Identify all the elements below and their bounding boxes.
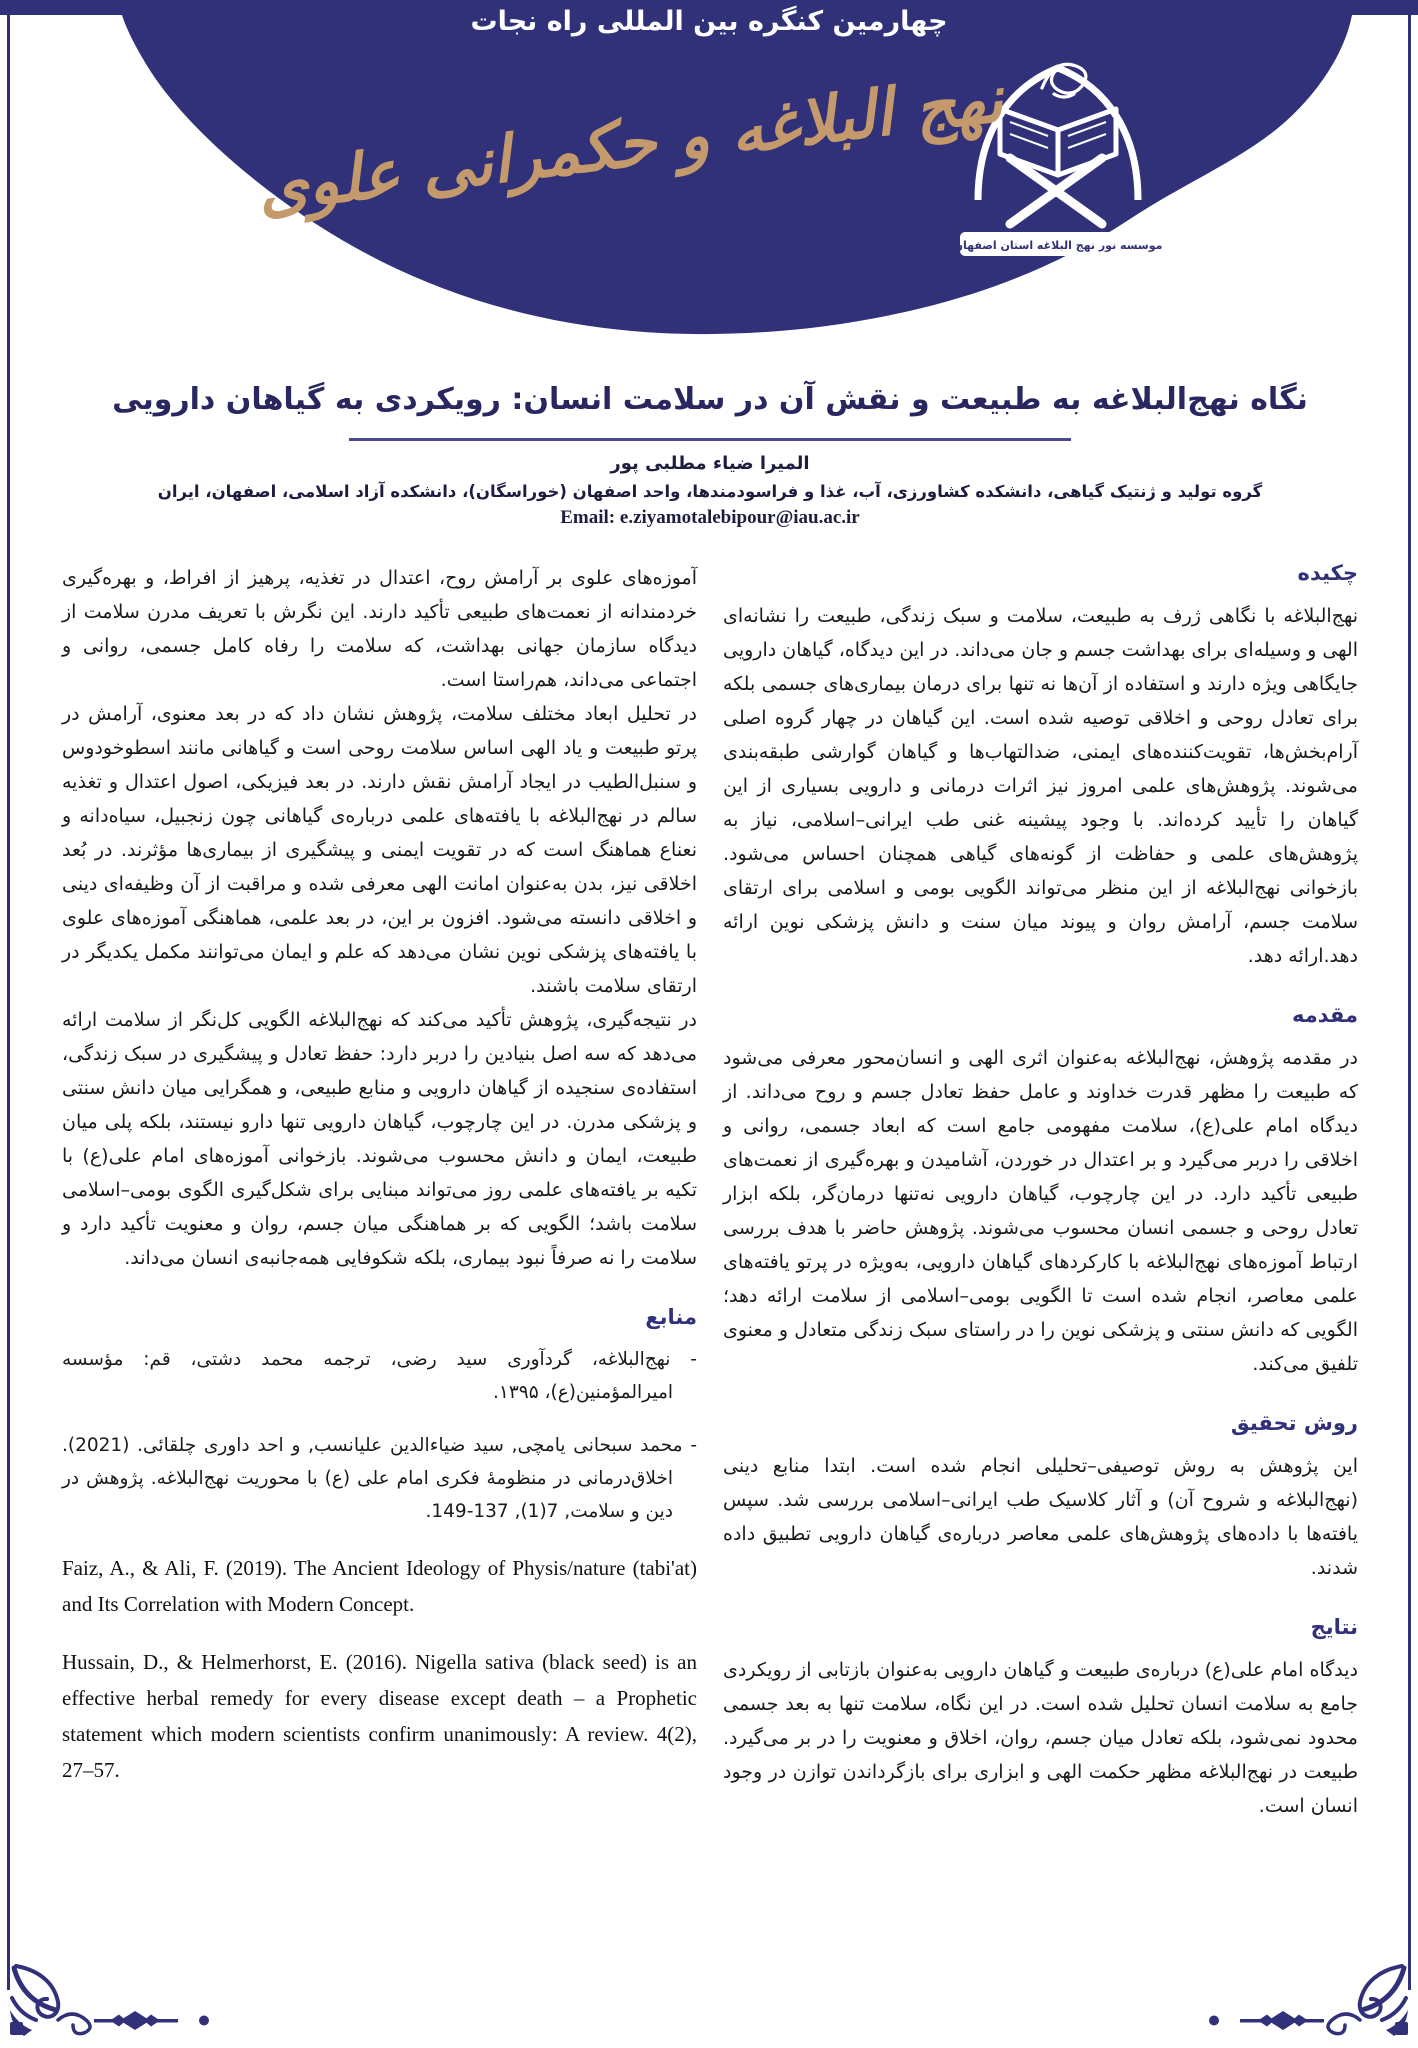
heading-introduction: مقدمه: [1292, 1002, 1358, 1027]
reference-marker: -: [690, 1348, 697, 1370]
reference-item-fa: [62, 1343, 697, 1409]
continuation-paragraph: آموزه‌های علوی بر آرامش روح، اعتدال در تغذیه، پرهیز از افراط، و بهره‌گیری خردمندانه از نعمت‌های طبیعی تأکید دارند. این نگرش با تعریف مدرن سلامت از دیدگاه سازمان جهانی بهداشت، که سلامت را رفاه کامل جسمی، روانی و اجتماعی می‌داند، هم‌راستا است.: [62, 566, 697, 691]
heading-method: روش تحقیق: [1230, 1410, 1358, 1435]
heading-results: نتایج: [1310, 1614, 1358, 1639]
heading-abstract: چکیده: [1297, 560, 1358, 585]
introduction-paragraph: در مقدمه پژوهش، نهج‌البلاغه به‌عنوان اثری الهی و انسان‌محور معرفی می‌شود که طبیعت را مظهر قدرت خداوند و عامل حفظ تعادل جسم و روح می‌داند. از دیدگاه امام علی(ع)، سلامت مفهومی جامع است که ابعاد جسمی، روانی و اخلاقی را دربر می‌گیرد و بر اعتدال در خوردن، آشامیدن و بهره‌گیری از نعمت‌های طبیعی تأکید دارد. در این چارچوب، گیاهان دارویی نه‌تنها درمان‌گر، بلکه ابزار تعادل روحی و جسمی انسان محسوب می‌شوند. پژوهش حاضر با هدف بررسی ارتباط آموزه‌های نهج‌البلاغه با کارکردهای گیاهان دارویی، به‌ویژه در پرتو یافته‌های علمی معاصر، انجام شده است تا الگویی بومی–اسلامی از سلامت ارائه دهد؛ الگویی که دانش سنتی و پزشکی نوین را در راستای سبک زندگی متعادل و معنوی تلفیق می‌کند.: [723, 1046, 1358, 1375]
congress-title: چهارمین کنگره بین المللی راه نجات: [470, 6, 948, 37]
column-right: [723, 561, 1358, 1823]
email-line: [62, 507, 1358, 529]
reference-text: محمد سبحانی یامچی, سید ضیاءالدین علیانسب, و احد داوری چلقائی. (2021). اخلاق‌درمانی در منظومهٔ فکری امام علی (ع) با محوریت نهج‌البلاغه. پژوهش در دین و سلامت, 7(1), 137-149.: [62, 1434, 683, 1522]
reference-marker: -: [690, 1434, 697, 1456]
reference-item-en: Faiz, A., & Ali, F. (2019). The Ancient Ideology of Physis/nature (tabi'at) and Its Correlation with Modern Concept.: [62, 1555, 697, 1616]
title-divider: [349, 438, 1071, 441]
email-address[interactable]: e.ziyamotalebipour@iau.ac.ir: [619, 506, 860, 528]
reference-item-fa: [62, 1429, 697, 1528]
logo-banner-text: موسسه نور نهج البلاغه استان اصفهان: [953, 239, 1163, 252]
corner-flourish-right-icon: [1195, 1964, 1410, 2036]
calligraphy-title: نهج البلاغه و حکمرانی علوی: [253, 62, 1007, 227]
page-title: نگاه نهج‌البلاغه به طبیعت و نقش آن در سلامت انسان: رویکردی به گیاهان دارویی: [112, 382, 1308, 417]
continuation-paragraph: در نتیجه‌گیری، پژوهش تأکید می‌کند که نهج‌البلاغه الگویی کل‌نگر از سلامت ارائه می‌دهد که سه اصل بنیادین را دربر دارد: حفظ تعادل و پیشگیری در سبک زندگی، استفاده‌ی سنجیده از گیاهان دارویی و منابع طبیعی، و همگرایی میان دانش سنتی و پزشکی مدرن. در این چارچوب، گیاهان دارویی تنها دارو نیستند، بلکه پلی میان طبیعت، ایمان و دانش محسوب می‌شوند. بازخوانی آموزه‌های امام علی(ع) با تکیه بر یافته‌های علمی روز می‌تواند مبنایی برای شکل‌گیری الگوی بومی–اسلامی سلامت باشد؛ الگویی که بر هماهنگی میان جسم، روان و معنویت تأکید دارد و سلامت را نه صرفاً نبود بیماری، بلکه شکوفایی همه‌جانبه‌ی انسان می‌داند.: [62, 1008, 697, 1269]
reference-text: نهج‌البلاغه، گردآوری سید رضی، ترجمه محمد دشتی، قم: مؤسسه امیرالمؤمنین(ع)، ۱۳۹۵.: [62, 1348, 673, 1403]
results-paragraph: دیدگاه امام علی(ع) درباره‌ی طبیعت و گیاهان دارویی به‌عنوان بازتابی از رویکردی جامع به سلامت انسان تحلیل شده است. در این نگاه، سلامت تنها به بعد جسمی محدود نمی‌شود، بلکه تعادل میان جسم، روان، اخلاق و معنویت را در بر می‌گیرد. طبیعت در نهج‌البلاغه مظهر حکمت الهی و ابزاری برای بازگرداندن توازن در وجود انسان است.: [723, 1658, 1358, 1817]
abstract-paragraph: نهج‌البلاغه با نگاهی ژرف به طبیعت، سلامت و سبک زندگی، طبیعت را نشانه‌ای الهی و وسیله‌ای برای بهداشت جسم و جان می‌داند. در این دیدگاه، گیاهان دارویی جایگاهی ویژه دارند و استفاده از آن‌ها نه تنها برای درمان بیماری‌های جسمی بلکه برای تعادل روحی و اخلاقی توصیه شده است. این گیاهان در چهار گروه اصلی آرام‌بخش‌ها، تقویت‌کننده‌های ایمنی، ضدالتهاب‌ها و گیاهان گوارشی طبقه‌بندی می‌شوند. پژوهش‌های علمی امروز نیز اثرات درمانی و دارویی بسیاری از این گیاهان را تأیید کرده‌اند. با وجود پیشینه غنی طب ایرانی–اسلامی، نیاز به پژوهش‌های علمی و حفاظت از گونه‌های گیاهی همچنان احساس می‌شود. بازخوانی نهج‌البلاغه از این منظر می‌تواند الگویی بومی و اسلامی برای ارتقای سلامت جسم، آرامش روان و پیوند میان سنت و دانش پزشکی نوین ارائه دهد.ارائه دهد.: [723, 604, 1358, 967]
two-column-body: [62, 561, 1358, 1823]
reference-item-en: Hussain, D., & Helmerhorst, E. (2016). Nigella sativa (black seed) is an effective herbal remedy for every disease except death – a Prophetic statement which modern scientists confirm unanimously: A review. 4(2), 27–57.: [62, 1649, 697, 1782]
email-label: Email:: [560, 506, 616, 528]
column-left: [62, 561, 697, 1823]
method-paragraph: این پژوهش به روش توصیفی–تحلیلی انجام شده است. ابتدا منابع دینی (نهج‌البلاغه و شروح آن) و آثار کلاسیک طب ایرانی–اسلامی بررسی شد. سپس یافته‌ها با داده‌های پژوهش‌های علمی معاصر درباره‌ی گیاهان دارویی تطبیق داده شدند.: [723, 1454, 1358, 1579]
author-affiliation: گروه تولید و ژنتیک گیاهی، دانشکده کشاورزی، آب، غذا و فراسودمندها، واحد اصفهان (خوراسگان)، دانشکده آزاد اسلامی، اصفهان، ایران: [157, 481, 1263, 501]
author-name: المیرا ضیاء مطلبی پور: [610, 452, 810, 474]
continuation-paragraph: در تحلیل ابعاد مختلف سلامت، پژوهش نشان داد که در بعد معنوی، آرامش در پرتو طبیعت و یاد الهی اساس سلامت روحی است و گیاهانی مانند اسطوخودوس و سنبل‌الطیب در ایجاد آرامش نقش دارند. در بعد فیزیکی، اصول اعتدال و تغذیه سالم در نهج‌البلاغه با یافته‌های علمی درباره‌ی گیاهانی چون زنجبیل، سیاه‌دانه و نعناع هماهنگ است که در تقویت ایمنی و پیشگیری از بیماری‌ها مؤثرند. در بُعد اخلاقی نیز، بدن به‌عنوان امانت الهی معرفی شده و مراقبت از آن وظیفه‌ای دینی و اخلاقی دانسته می‌شود. افزون بر این، در بعد علمی، هماهنگی آموزه‌های علوی با یافته‌های پزشکی نوین نشان می‌دهد که علم و ایمان می‌توانند مکمل یکدیگر در ارتقای سلامت باشند.: [62, 702, 697, 997]
heading-references: منابع: [645, 1304, 697, 1329]
corner-flourish-left-icon: [8, 1964, 223, 2036]
